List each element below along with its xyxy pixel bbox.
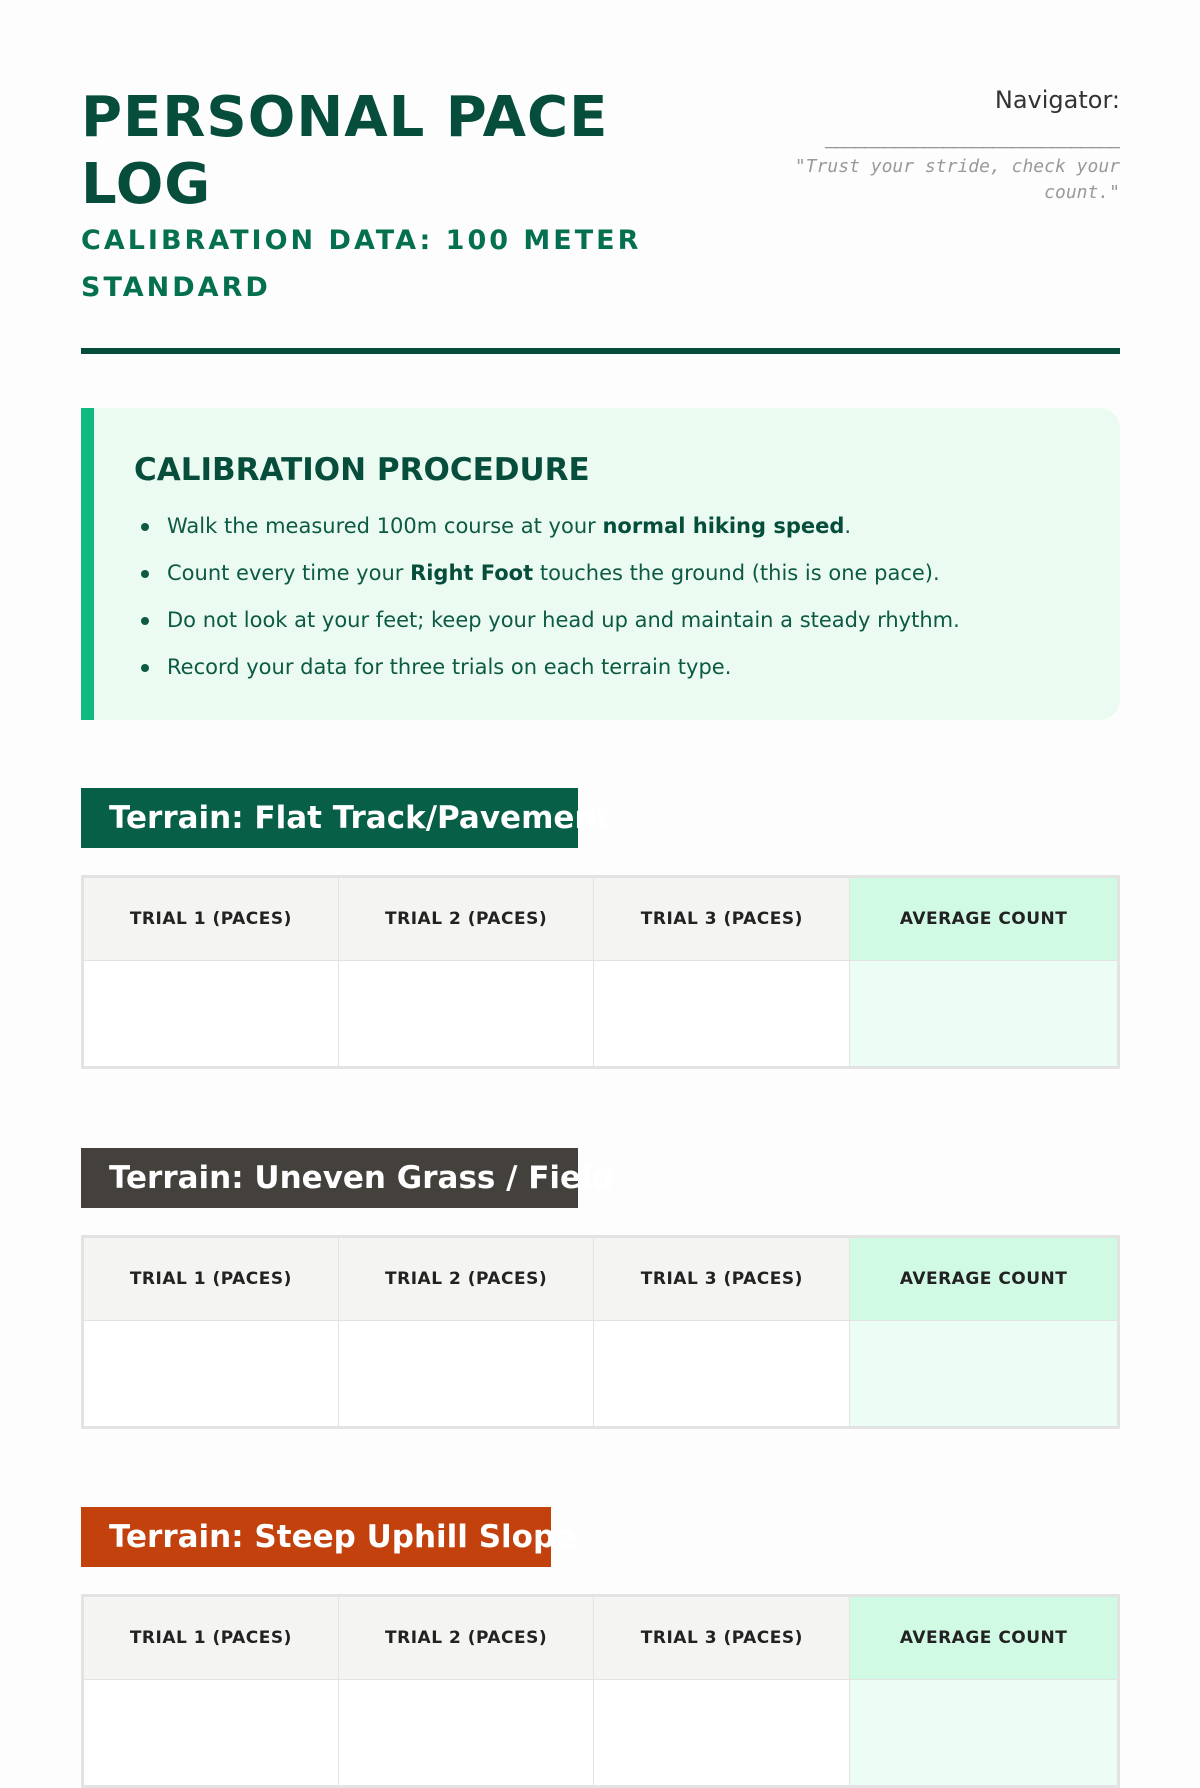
page-subtitle: CALIBRATION DATA: 100 METER STANDARD xyxy=(81,225,642,303)
procedure-heading: CALIBRATION PROCEDURE xyxy=(134,452,590,488)
header-trial-2: TRIAL 2 (PACES) xyxy=(338,1237,594,1321)
header-trial-1: TRIAL 1 (PACES) xyxy=(83,877,339,961)
table-row xyxy=(83,1680,1119,1787)
motto-text: "Trust your stride, check your count." xyxy=(794,156,1120,203)
header-divider xyxy=(81,348,1120,354)
trial-3-cell[interactable] xyxy=(594,1321,850,1428)
trial-2-cell[interactable] xyxy=(338,1321,594,1428)
header-trial-3: TRIAL 3 (PACES) xyxy=(594,1596,850,1680)
step-text: Count every time your xyxy=(167,561,411,585)
procedure-step xyxy=(167,644,1067,691)
trial-3-cell[interactable] xyxy=(594,961,850,1068)
terrain-section-grass xyxy=(81,1148,1120,1289)
navigator-label: Navigator: xyxy=(994,86,1120,114)
pace-log-page xyxy=(81,0,1120,1648)
trial-1-cell[interactable] xyxy=(83,1680,339,1787)
navigator-name-line[interactable]: ______________________________ xyxy=(824,128,1120,149)
header-trial-1: TRIAL 1 (PACES) xyxy=(83,1596,339,1680)
trial-1-cell[interactable] xyxy=(83,1321,339,1428)
table-row xyxy=(83,961,1119,1068)
header-trial-3: TRIAL 3 (PACES) xyxy=(594,877,850,961)
average-cell[interactable] xyxy=(850,961,1119,1068)
terrain-section-uphill xyxy=(81,1507,1120,1648)
step-emphasis: normal hiking speed xyxy=(602,514,845,538)
terrain-label-flat: Terrain: Flat Track/Pavement xyxy=(81,788,578,848)
table-header-row xyxy=(83,1237,1119,1321)
navigator-block xyxy=(740,84,1120,206)
step-text: Record your data for three trials on each terrain type. xyxy=(167,655,732,679)
table-row xyxy=(83,1321,1119,1428)
average-cell[interactable] xyxy=(850,1680,1119,1787)
terrain-section-flat xyxy=(81,788,1120,929)
header-trial-1: TRIAL 1 (PACES) xyxy=(83,1237,339,1321)
terrain-label-uphill: Terrain: Steep Uphill Slope xyxy=(81,1507,551,1567)
step-text: touches the ground (this is one pace). xyxy=(533,561,940,585)
pace-table-grass xyxy=(81,1235,1120,1429)
header-trial-2: TRIAL 2 (PACES) xyxy=(338,877,594,961)
step-text: . xyxy=(844,514,852,538)
trial-3-cell[interactable] xyxy=(594,1680,850,1787)
terrain-label-grass: Terrain: Uneven Grass / Field xyxy=(81,1148,578,1208)
header-average: AVERAGE COUNT xyxy=(850,1596,1119,1680)
header xyxy=(81,84,1120,354)
calibration-procedure-box xyxy=(81,408,1120,720)
procedure-steps xyxy=(134,503,1067,691)
trial-2-cell[interactable] xyxy=(338,1680,594,1787)
step-text: Do not look at your feet; keep your head up and maintain a steady rhythm. xyxy=(167,608,960,632)
trial-2-cell[interactable] xyxy=(338,961,594,1068)
header-average: AVERAGE COUNT xyxy=(850,1237,1119,1321)
pace-table-uphill xyxy=(81,1594,1120,1788)
header-trial-2: TRIAL 2 (PACES) xyxy=(338,1596,594,1680)
trial-1-cell[interactable] xyxy=(83,961,339,1068)
header-trial-3: TRIAL 3 (PACES) xyxy=(594,1237,850,1321)
procedure-step xyxy=(167,503,1067,550)
header-average: AVERAGE COUNT xyxy=(850,877,1119,961)
table-header-row xyxy=(83,1596,1119,1680)
pace-table-flat xyxy=(81,875,1120,1069)
table-header-row xyxy=(83,877,1119,961)
procedure-step xyxy=(167,597,1067,644)
step-text: Walk the measured 100m course at your xyxy=(167,514,603,538)
average-cell[interactable] xyxy=(850,1321,1119,1428)
procedure-step xyxy=(167,550,1067,597)
page-title: PERSONAL PACE LOG xyxy=(81,85,609,217)
step-emphasis: Right Foot xyxy=(410,561,534,585)
